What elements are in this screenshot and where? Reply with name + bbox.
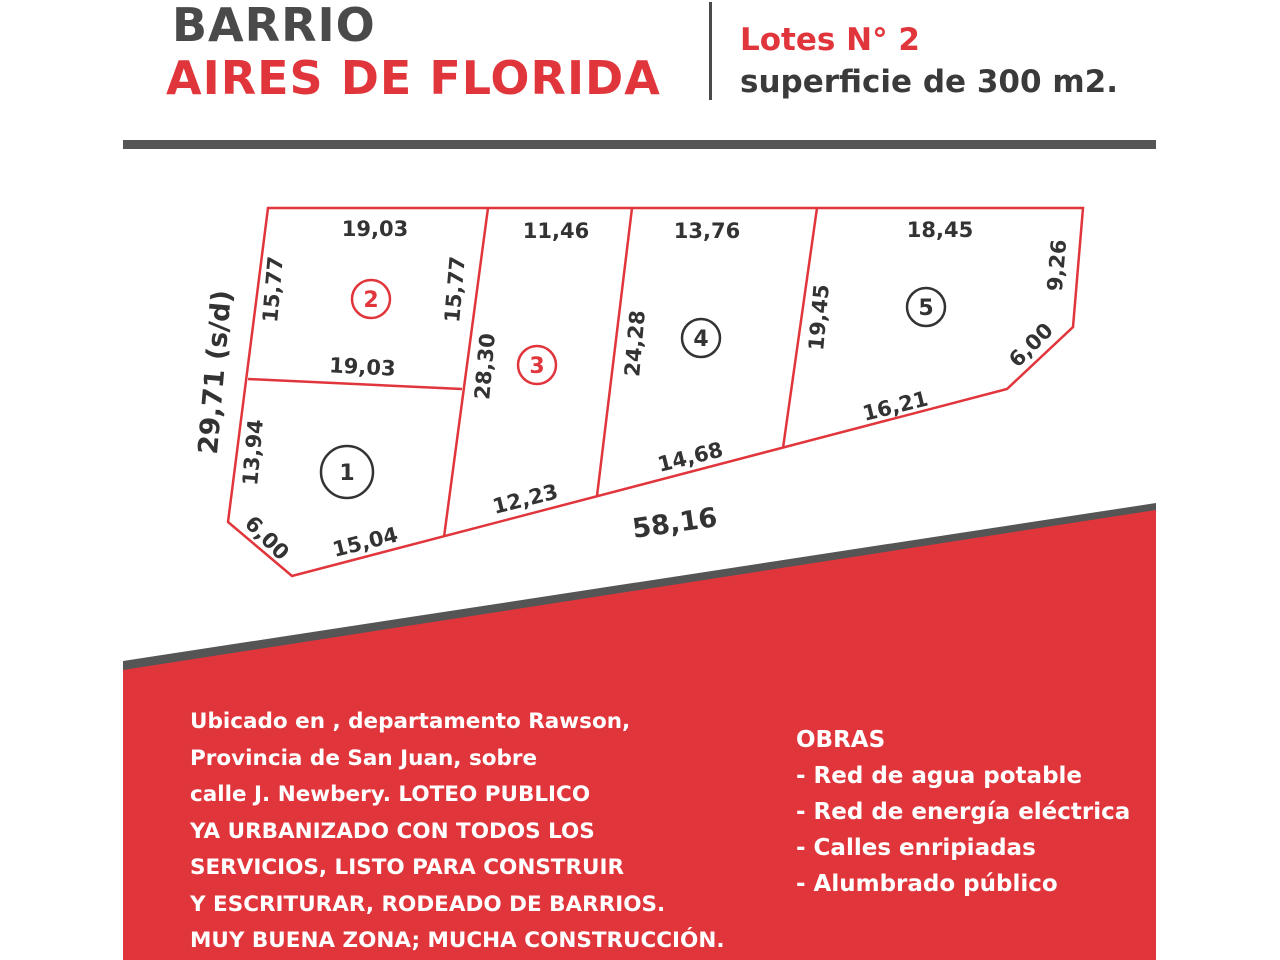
lot1-bottom-measure: 15,04 [330,522,401,562]
lot5-corner-measure: 6,00 [1004,318,1058,372]
lot4-bottom-measure: 14,68 [655,437,726,477]
lot3-bottom-measure: 12,23 [490,479,561,519]
lotes-number: Lotes N° 2 [740,22,920,58]
west-total-measure: 29,71 (s/d) [192,288,239,456]
lot2-top-measure: 19,03 [341,217,409,241]
lotes-surface: superficie de 300 m2. [740,64,1118,100]
lot2-bottom-measure: 19,03 [328,353,397,381]
lot3-left-measure: 28,30 [470,332,500,401]
lot1-corner-measure: 6,00 [240,511,294,565]
description-line: YA URBANIZADO CON TODOS LOS [190,818,595,844]
obras-list [796,722,1156,902]
lot2-left-measure: 15,77 [258,255,288,324]
title-aires-de-florida: AIRES DE FLORIDA [166,51,661,105]
lot5-top-measure: 18,45 [906,218,974,242]
lot-2-number: 2 [363,288,379,313]
lot5-bottom-measure: 16,21 [860,386,931,426]
description-line: SERVICIOS, LISTO PARA CONSTRUIR [190,855,625,880]
lot3-top-measure: 11,46 [522,219,590,243]
lot4-left-measure: 24,28 [620,309,650,378]
lot4-top-measure: 13,76 [673,219,741,243]
obras-item: - Red de energía eléctrica [796,799,1131,825]
obras-title: OBRAS [796,727,886,753]
description-line: Ubicado en , departamento Rawson, [190,709,631,734]
lot5-left-measure: 19,45 [804,283,834,352]
description-line: Y ESCRITURAR, RODEADO DE BARRIOS. [190,891,666,917]
lot-5-number: 5 [918,296,934,321]
title-barrio: BARRIO [172,0,376,52]
divider-1-2 [248,379,462,389]
obras-item: - Alumbrado público [796,871,1058,897]
lot-4-number: 4 [693,327,709,352]
location-description [190,704,790,960]
obras-item: - Red de agua potable [796,763,1083,789]
lot-1-number: 1 [339,461,355,486]
description-line: Provincia de San Juan, sobre [190,745,538,771]
description-line: calle J. Newbery. LOTEO PUBLICO [190,782,591,807]
obras-item: - Calles enripiadas [796,835,1036,861]
south-total-measure: 58,16 [630,502,720,545]
description-line: MUY BUENA ZONA; MUCHA CONSTRUCCIÓN. [190,928,725,953]
lot2-right-measure: 15,77 [440,255,470,324]
lot-3-number: 3 [529,354,545,379]
lot5-right-measure: 9,26 [1042,238,1072,293]
lot1-left-measure: 13,94 [238,418,268,487]
